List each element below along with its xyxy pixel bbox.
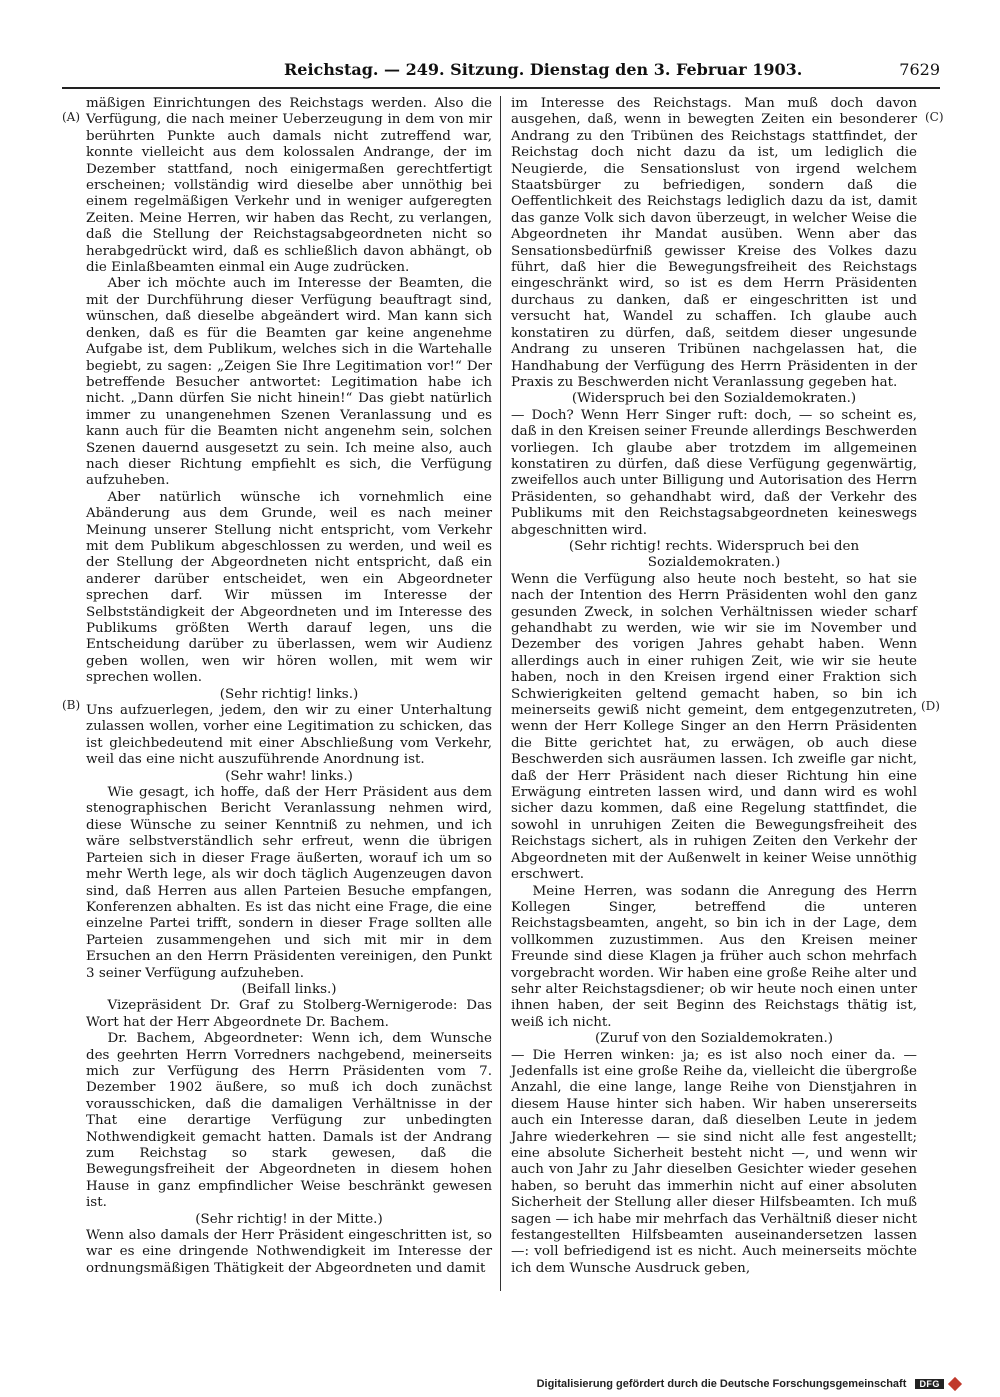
interjection: (Sehr wahr! links.) [225,768,353,784]
paragraph: Vizepräsident Dr. Graf zu Stolberg-Wernigerode: Das Wort hat der Herr Abgeordnete Dr. Bachem. [86,998,492,1030]
interjection: (Zuruf von den Sozialdemokraten.) [594,1031,834,1047]
margin-marker-d: (D) [921,699,940,713]
footer-text: Digitalisierung gefördert durch die Deutsche Forschungsgemeinschaft [536,1378,907,1390]
margin-marker-b: (B) [62,698,81,712]
paragraph: Wenn also damals der Herr Präsident eingeschritten ist, so war es eine dringende Nothwendigkeit im Interesse der ordnungsmäßigen Thätigkeit der Abgeordneten und damit [86,1228,492,1276]
paragraph: Wenn die Verfügung also heute noch besteht, so hat sie nach der Intention des Herrn Präsidenten wohl den ganz gesunden Zweck, in solchen Verhältnissen wieder scharf gehandhabt zu werden, wie wir sie im November und Dezember des vorigen Jahres gehabt haben. Wenn allerdings auch in einer ruhigen Zeit, wie wir sie heute haben, noch in den Kreisen irgend einer Fraktion sich Schwierigkeiten geltend gemacht haben, so bin ich meinerseits gewiß nicht gemeint, dem entgegenzutreten, wenn der Herr Kollege Singer an den Herrn Präsidenten die Bitte gerichtet hat, zu erwägen, ob auch diese Beschwerden sich ausräumen lassen. Ich zweifle gar nicht, daß der Herr Präsident nach dieser Richtung hin eine Erwägung eintreten lassen wird, und dann wird es wohl sicher dazu kommen, daß eine Regelung stattfindet, die sowohl in unruhigen Zeiten die Bewegungsfreiheit des Reichstags sichert, als in ruhigen Zeiten den Verkehr der Abgeordneten mit der Außenwelt in keiner Weise unnöthig erschwert. [511,571,917,883]
interjection: (Widerspruch bei den Sozialdemokraten.) [571,391,857,407]
paragraph: im Interesse des Reichstags. Man muß doch davon ausgehen, daß, wenn in bewegten Zeiten ein besonderer Andrang zu den Tribünen des Reichstags stattfindet, der Reichstag doch nicht dazu da ist, um lediglich die Neugierde, die Sensationslust von irgend welchem Staatsbürger zu befriedigen, sondern daß die Oeffentlichkeit des Reichstags lediglich dazu da ist, damit das ganze Volk sich davon überzeugt, in welcher Weise die Abgeordneten ihr Mandat ausüben. Wenn aber das Sensationsbedürfniß gewisser Kreise des Volkes dazu führt, daß hier die Bewegungsfreiheit des Reichstags eingeschränkt wird, so ist es dem Herrn Präsidenten durchaus zu danken, daß er eingeschritten ist und versucht hat, Wandel zu schaffen. Ich glaube auch konstatiren zu dürfen, daß, seitdem dieser ungesunde Andrang zu unseren Tribünen nachgelassen hat, die Handhabung der Verfügung des Herrn Präsidenten in der Praxis zu Beschwerden nicht Veranlassung gegeben hat. [511,96,917,390]
page-header [62,60,940,84]
paragraph: Aber ich möchte auch im Interesse der Beamten, die mit der Durchführung dieser Verfügung beauftragt sind, wünschen, daß dieselbe abgeändert wird. Man kann sich denken, daß es für die Beamten gar keine angenehme Aufgabe ist, dem Publikum, welches sich in die Wartehalle begiebt, zu sagen: „Zeigen Sie Ihre Legitimation vor!“ Der betreffende Besucher antwortet: Legitimation habe ich nicht. „Dann dürfen Sie nicht hinein!“ Das giebt natürlich immer zu unangenehmen Szenen Veranlassung und es kann auch für die Beamten nicht angenehm sein, solchen Szenen dauernd ausgesetzt zu sein. Ich meine also, auch nach dieser Richtung empfiehlt es sich, die Verfügung aufzuheben. [86,276,492,489]
paragraph: Aber natürlich wünsche ich vornehmlich eine Abänderung aus dem Grunde, weil es nach meiner Meinung unserer Stellung nicht entspricht, vom Verkehr mit dem Publikum abgeschlossen zu werden, und weil es der Stellung der Abgeordneten nicht entspricht, daß ein anderer darüber entscheidet, wen ein Abgeordneter sprechen darf. Wir müssen im Interesse der Selbstständigkeit der Abgeordneten und im Interesse des Publikums größten Werth darauf legen, uns die Entscheidung darüber zu überlassen, wem wir Audienz geben wollen, wen wir hören wollen, mit wem wir sprechen wollen. [86,489,492,686]
interjection: (Sehr richtig! rechts. Widerspruch bei den Sozialdemokraten.) [568,538,860,571]
right-column [511,96,917,1277]
paragraph: mäßigen Einrichtungen des Reichstags werden. Also die Verfügung, die nach meiner Ueberzeugung in dem von mir berührten Punkte auch damals nicht zutreffend war, konnte vielleicht aus dem kolossalen Andrange, der im Dezember stattfand, noch einigermaßen gerechtfertigt erscheinen; vollständig wird dieselbe aber unnöthig bei einem regelmäßigen Verkehr und in weniger aufgeregten Zeiten. Meine Herren, wir haben das Recht, zu verlangen, daß die Stellung der Reichstagsabgeordneten nicht so herabgedrückt wird, daß es schließlich davon abhängt, ob die Einlaßbeamten einmal ein Auge zudrücken. [86,96,492,276]
margin-marker-a: (A) [62,110,81,124]
dfg-logo: DFG [915,1379,944,1389]
paragraph: Meine Herren, was sodann die Anregung des Herrn Kollegen Singer, betreffend die unteren Reichstagsbeamten, angeht, so bin ich in der Lage, dem vollkommen zuzustimmen. Aus den Kreisen meiner Freunde sind diese Klagen ja früher auch schon mehrfach vorgebracht worden. Wir haben eine große Reihe alter und sehr alter Reichstagsdiener; ob wir heute noch einen unter ihnen haben, der seit Beginn des Reichstags thätig ist, weiß ich nicht. [511,883,917,1030]
interjection: (Sehr richtig! in der Mitte.) [195,1211,383,1227]
dfg-diamond-icon [948,1377,962,1391]
page-number: 7629 [899,60,940,79]
paragraph: Wie gesagt, ich hoffe, daß der Herr Präsident aus dem stenographischen Bericht Veranlassung nehmen wird, diese Wünsche zu seiner Kenntniß zu nehmen, und ich wäre selbstverständlich sehr erfreut, wenn die übrigen Parteien sich in dieser Frage äußerten, worauf ich um so mehr Werth lege, als wir doch täglich Augenzeugen davon sind, daß Herren aus allen Parteien Besuche empfangen, Konferenzen abhalten. Es ist das nicht eine Frage, die eine einzelne Partei trifft, sondern in dieser Frage sollten alle Parteien zusammengehen und sich mit mir in dem Ersuchen an den Herrn Präsidenten vereinigen, den Punkt 3 seiner Verfügung aufzuheben. [86,785,492,981]
paragraph: — Doch? Wenn Herr Singer ruft: doch, — so scheint es, daß in den Kreisen seiner Freunde allerdings Beschwerden vorliegen. Ich glaube aber trotzdem im allgemeinen konstatiren zu dürfen, daß diese Verfügung gegenwärtig, zweifellos auch unter Billigung und Autorisation des Herrn Präsidenten, so gehandhabt wird, daß der Verkehr des Publikums mit den Reichstagsabgeordneten keineswegs abgeschnitten wird. [511,407,917,538]
interjection: (Beifall links.) [241,981,337,997]
footer [537,1378,960,1390]
header-title: Reichstag. — 249. Sitzung. Dienstag den 3. Februar 1903. [284,60,803,79]
margin-marker-c: (C) [925,110,944,124]
paragraph: — Die Herren winken: ja; es ist also noch einer da. — Jedenfalls ist eine große Reihe da, vielleicht die übergroße Anzahl, die eine lange, lange Reihe von Dienstjahren in diesem Hause hinter sich haben. Wir haben unsererseits auch ein Interesse daran, daß dieselben Leute in jedem Jahre wiederkehren — sie sind nicht alle fest angestellt; eine absolute Sicherheit besteht nicht —, und wenn wir auch von Jahr zu Jahr dieselben Gesichter wieder gesehen haben, so beruht das immerhin nicht auf einer absoluten Sicherheit der Stellung aller dieser Hilfsbeamten. Ich muß sagen — ich habe mir mehrfach das Verhältniß dieser nicht festangestellten Hilfsbeamten auseinandersetzen lassen —: voll befriedigend ist es nicht. Auch meinerseits möchte ich dem Wunsche Ausdruck geben, [511,1047,917,1276]
left-column [86,96,492,1277]
header-rule [62,87,940,89]
interjection: (Sehr richtig! links.) [219,686,359,702]
paragraph: Uns aufzuerlegen, jedem, den wir zu einer Unterhaltung zulassen wollen, vorher eine Legitimation zu schicken, das ist gleichbedeutend mit einer Abschließung vom Verkehr, weil das eine nicht auszuführende Anordnung ist. [86,703,492,768]
paragraph: Dr. Bachem, Abgeordneter: Wenn ich, dem Wunsche des geehrten Herrn Vorredners nachgebend, meinerseits mich zur Verfügung des Herrn Präsidenten vom 7. Dezember 1902 äußere, so muß ich doch zunächst vorausschicken, daß die damaligen Verhältnisse in der That eine derartige Verfügung zur unbedingten Nothwendigkeit gemacht hatten. Damals ist der Andrang zum Reichstag so stark gewesen, daß die Bewegungsfreiheit der Abgeordneten in diesem hohen Hause in ganz empfindlicher Weise beschränkt gewesen ist. [86,1031,492,1211]
column-divider [500,96,501,1291]
